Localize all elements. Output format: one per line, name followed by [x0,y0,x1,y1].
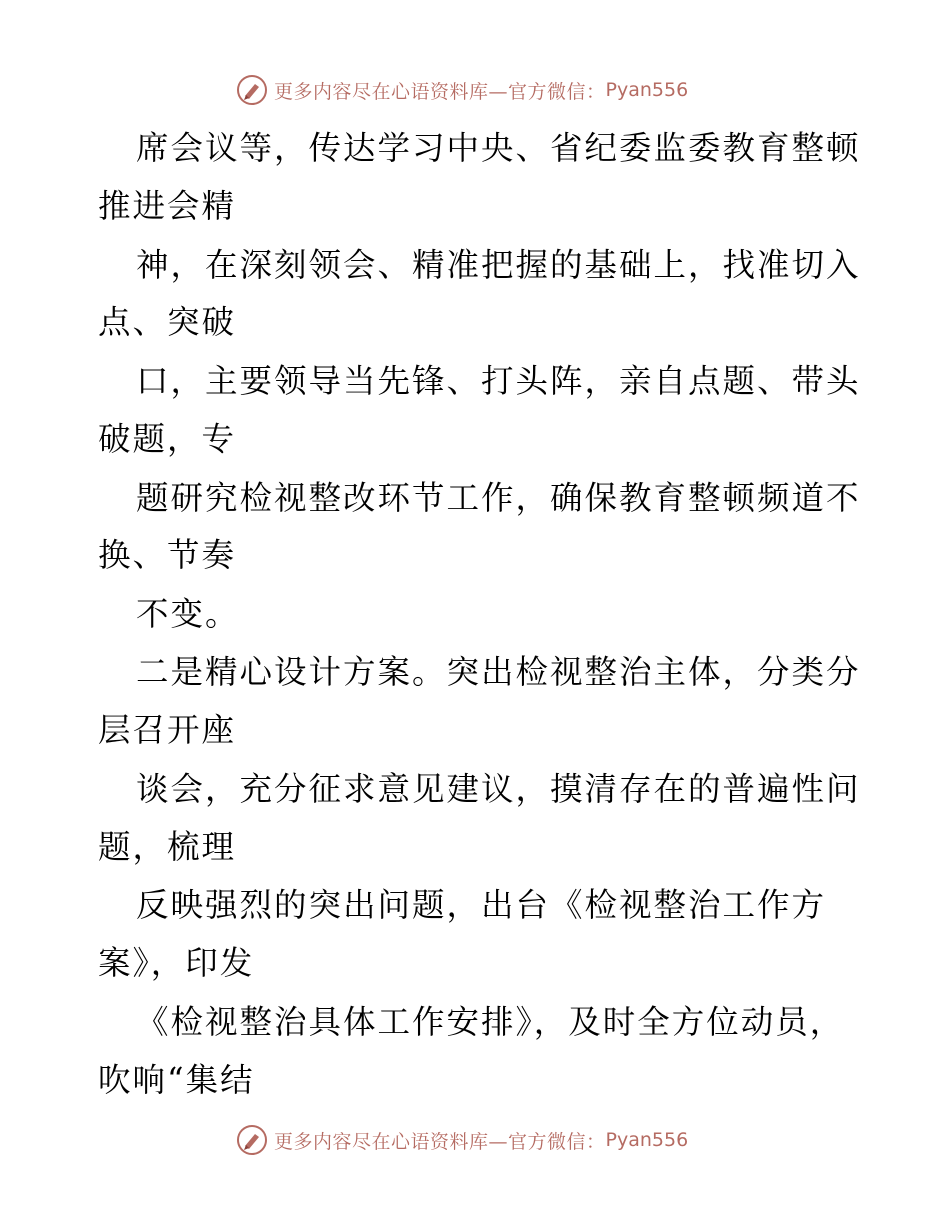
text-line: 换、节奏 [98,536,237,574]
text-line: 神，在深刻领会、精准把握的基础上，找准切入 [136,246,861,284]
header-watermark [236,72,688,108]
watermark-id: Pyan556 [605,79,689,101]
watermark-id: Pyan556 [605,1129,689,1151]
text-line: 案》，印发 [98,944,255,982]
watermark-text: 更多内容尽在心语资料库—官方微信： [274,1130,606,1153]
logo-icon [236,74,268,106]
text-line: 破题，专 [98,420,237,458]
watermark-text: 更多内容尽在心语资料库—官方微信： [274,80,606,103]
text-line: 推进会精 [98,187,237,225]
logo-icon [236,1124,268,1156]
text-line: 层召开座 [98,711,237,749]
text-line: 二是精心设计方案。突出检视整治主体，分类分 [136,653,861,691]
text-line: 不变。 [136,595,240,633]
text-line: 反映强烈的突出问题，出台《检视整治工作方 [136,886,827,924]
text-line: 题，梳理 [98,828,237,866]
text-line: 题研究检视整改环节工作，确保教育整顿频道不 [136,479,861,517]
text-line: 谈会，充分征求意见建议，摸清存在的普遍性问 [136,770,861,808]
footer-watermark [236,1122,688,1158]
text-line: 吹响“集结 [98,1061,255,1099]
text-line: 《检视整治具体工作安排》，及时全方位动员， [136,1003,845,1041]
text-line: 点、突破 [98,303,237,341]
text-line: 席会议等，传达学习中央、省纪委监委教育整顿 [136,129,861,167]
text-line: 口，主要领导当先锋、打头阵，亲自点题、带头 [136,362,861,400]
